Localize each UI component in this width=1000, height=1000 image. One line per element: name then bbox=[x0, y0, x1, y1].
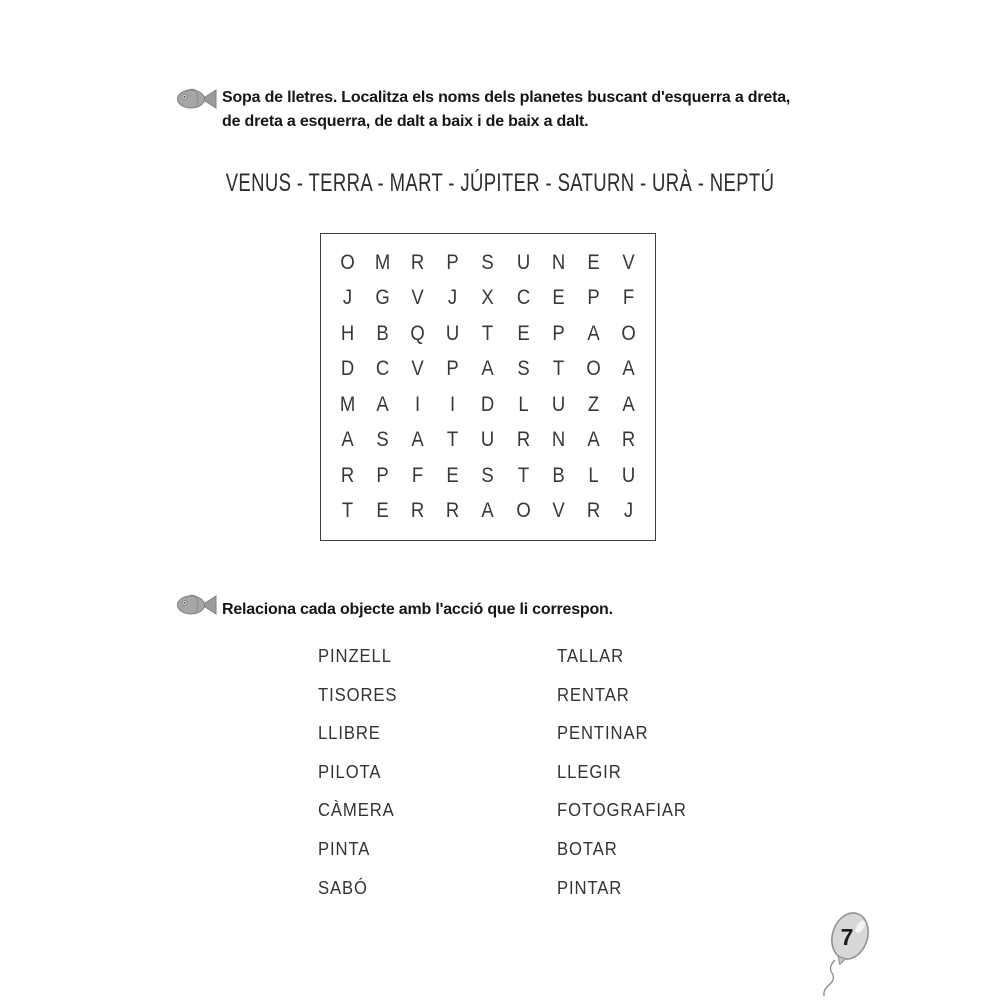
fish-icon bbox=[176, 84, 218, 114]
grid-letter: A bbox=[376, 392, 389, 416]
grid-letter: E bbox=[587, 250, 600, 274]
wordsearch-grid bbox=[320, 233, 656, 541]
grid-letter: Z bbox=[587, 392, 599, 416]
grid-letter: I bbox=[415, 392, 421, 416]
object-word: PILOTA bbox=[318, 760, 382, 782]
grid-letter: F bbox=[412, 463, 424, 487]
grid-letter: V bbox=[552, 499, 565, 523]
grid-letter: A bbox=[481, 357, 495, 381]
grid-letter: A bbox=[587, 428, 600, 452]
action-word: FOTOGRAFIAR bbox=[557, 799, 687, 821]
grid-letter: J bbox=[623, 499, 634, 523]
grid-letter: F bbox=[622, 286, 635, 310]
object-word: TISORES bbox=[318, 683, 398, 705]
grid-letter: E bbox=[516, 321, 530, 345]
planet-word-list: VENUS - TERRA - MART - JÚPITER - SATURN - URÀ - NEPTÚ bbox=[225, 169, 775, 197]
action-word: RENTAR bbox=[557, 683, 630, 705]
grid-letter: P bbox=[446, 250, 460, 274]
objects-column bbox=[318, 637, 406, 907]
grid-letter: D bbox=[481, 392, 495, 416]
grid-letter: B bbox=[552, 463, 565, 487]
exercise1-instruction-line1: Sopa de lletres. Localitza els noms dels planetes buscant d'esquerra a dreta, bbox=[222, 89, 791, 106]
grid-letter: G bbox=[375, 286, 390, 310]
balloon-string bbox=[824, 960, 835, 996]
grid-letter: R bbox=[411, 250, 425, 274]
exercise2-instruction-line1: Relaciona cada objecte amb l'acció que li correspon. bbox=[222, 601, 613, 618]
grid-letter: E bbox=[376, 499, 389, 523]
grid-letter: O bbox=[340, 250, 355, 274]
grid-letter: A bbox=[411, 428, 424, 452]
grid-letter: D bbox=[340, 357, 355, 381]
grid-letter: V bbox=[411, 286, 424, 310]
page-number: 7 bbox=[840, 924, 854, 950]
action-word: TALLAR bbox=[557, 645, 625, 666]
grid-letter: R bbox=[446, 499, 460, 523]
action-word: PENTINAR bbox=[557, 722, 649, 744]
grid-letter: U bbox=[446, 321, 460, 345]
grid-letter: J bbox=[342, 286, 353, 310]
grid-letter: E bbox=[552, 286, 565, 310]
grid-letter: R bbox=[586, 499, 600, 523]
object-word: LLIBRE bbox=[318, 722, 381, 744]
grid-letter: C bbox=[375, 357, 390, 381]
grid-letter: U bbox=[481, 428, 495, 452]
grid-letter: S bbox=[481, 250, 495, 274]
grid-letter: N bbox=[551, 428, 565, 452]
grid-letter: O bbox=[515, 499, 531, 523]
fish-icon bbox=[176, 590, 218, 620]
grid-letter: N bbox=[551, 250, 565, 274]
grid-letter: V bbox=[411, 357, 424, 381]
grid-letter: M bbox=[374, 250, 391, 274]
object-word: PINZELL bbox=[318, 645, 392, 666]
object-word: SABÓ bbox=[318, 876, 368, 898]
grid-letter: Q bbox=[410, 321, 425, 345]
grid-letter: P bbox=[446, 357, 460, 381]
actions-column bbox=[557, 637, 701, 907]
grid-letter: T bbox=[447, 428, 459, 452]
grid-letter: R bbox=[411, 499, 425, 523]
grid-letter: B bbox=[376, 321, 389, 345]
grid-letter: A bbox=[481, 499, 495, 523]
grid-letter: V bbox=[622, 250, 635, 274]
action-word: LLEGIR bbox=[557, 760, 622, 782]
grid-letter: P bbox=[587, 286, 600, 310]
grid-letter: U bbox=[551, 392, 565, 416]
grid-letter: P bbox=[376, 463, 389, 487]
grid-letter: X bbox=[481, 286, 495, 310]
grid-letter: P bbox=[552, 321, 565, 345]
grid-letter: T bbox=[341, 499, 354, 523]
grid-letter: A bbox=[622, 357, 635, 381]
grid-letter: S bbox=[481, 463, 495, 487]
grid-letter: U bbox=[621, 463, 636, 487]
grid-letter: O bbox=[621, 321, 636, 345]
grid-letter: C bbox=[516, 286, 530, 310]
grid-letter: E bbox=[446, 463, 460, 487]
grid-letter: A bbox=[587, 321, 600, 345]
grid-letter: L bbox=[588, 463, 599, 487]
exercise1-instruction bbox=[222, 86, 790, 134]
object-word: CÀMERA bbox=[318, 799, 395, 821]
grid-letter: T bbox=[482, 321, 494, 345]
page-number-balloon bbox=[795, 898, 905, 998]
grid-letter: M bbox=[339, 392, 356, 416]
grid-letter: I bbox=[450, 392, 456, 416]
grid-letter: T bbox=[517, 463, 529, 487]
grid-letter: H bbox=[340, 321, 355, 345]
grid-letter: U bbox=[516, 250, 530, 274]
action-word: BOTAR bbox=[557, 837, 618, 859]
object-word: PINTA bbox=[318, 837, 371, 859]
grid-letter: A bbox=[622, 392, 635, 416]
grid-letter: A bbox=[341, 428, 354, 452]
grid-letter: O bbox=[586, 357, 601, 381]
grid-letter: J bbox=[448, 286, 458, 310]
action-word: PINTAR bbox=[557, 876, 623, 898]
grid-letter: S bbox=[516, 357, 530, 381]
grid-letter: R bbox=[340, 463, 355, 487]
grid-letter: R bbox=[621, 428, 636, 452]
exercise2-instruction bbox=[222, 598, 613, 622]
grid-letter: T bbox=[552, 357, 564, 381]
grid-letter: L bbox=[517, 392, 529, 416]
grid-letter: R bbox=[516, 428, 530, 452]
grid-letter: S bbox=[376, 428, 389, 452]
exercise1-instruction-line2: de dreta a esquerra, de dalt a baix i de baix a dalt. bbox=[222, 113, 589, 130]
